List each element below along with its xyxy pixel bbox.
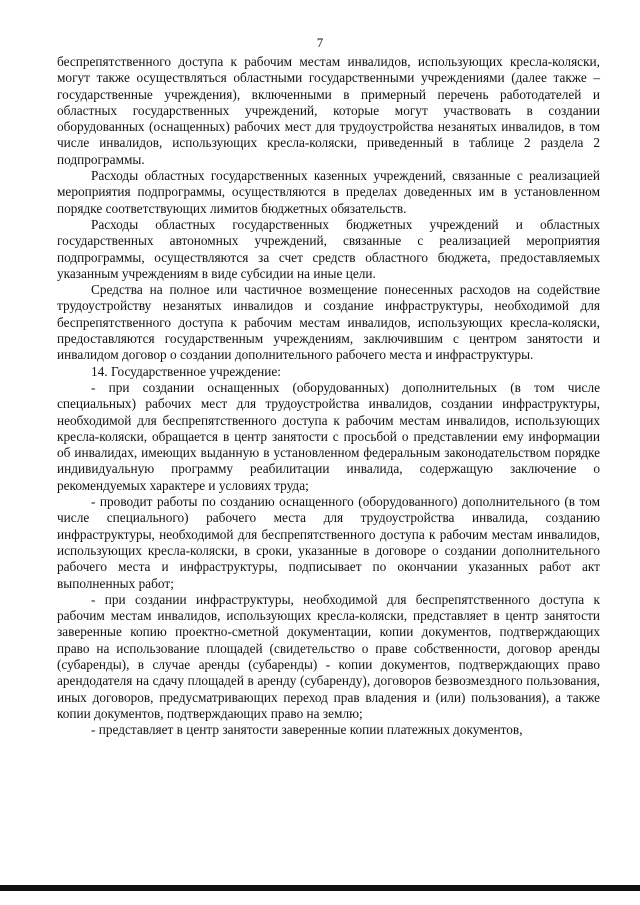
list-item-submits-documents: - при создании инфраструктуры, необходимой для беспрепятственного доступа к рабочим местам инвалидов, использующих кресла-коляски, представляет в центр занятости заверенные копию проектно-сметной документации, копии документов, подтверждающих право на использование площадей (свидетельство о праве собственности, договор аренды (субаренды), в случае аренды (субаренды) - копии документов, подтверждающих право арендодателя на сдачу площадей в аренду (субаренду), договоров безвозмездного пользования, иных договоров, предусматривающих переход прав владения и (или) пользования), а также копии документов, подтверждающих право на землю;	[57, 591, 600, 721]
bottom-border-rule	[0, 885, 640, 891]
paragraph-reimbursement-funds: Средства на полное или частичное возмещение понесенных расходов на содействие трудоустройству незанятых инвалидов и создание инфраструктуры, необходимой для беспрепятственного доступа к рабочим местам инвалидов, использующих кресла-коляски, предоставляются государственным учреждениям, заключившим с центром занятости и инвалидом договор о создании дополнительного рабочего места и инфраструктуры.	[57, 282, 600, 363]
section-heading-14: 14. Государственное учреждение:	[91, 363, 281, 379]
list-item-payment-documents: - представляет в центр занятости заверенные копии платежных документов,	[91, 722, 523, 738]
list-item-requests-info: - при создании оснащенных (оборудованных) дополнительных (в том числе специальных) рабочих мест для трудоустройства инвалидов, создании инфраструктуры, необходимой для беспрепятственного доступа к рабочим местам инвалидов, использующих кресла-коляски, обращается в центр занятости с просьбой о представлении ему информации об инвалидах, имеющих выданную в установленном федеральным законодательством порядке индивидуальную программу реабилитации инвалида, содержащую заключение о рекомендуемых характере и условиях труда;	[57, 379, 600, 493]
paragraph-budget-autonomous-expenses: Расходы областных государственных бюджетных учреждений и областных государственных автономных учреждений, связанные с реализацией мероприятия подпрограммы, осуществляются за счет средств областного бюджета, предоставляемых указанным учреждениям в виде субсидии на иные цели.	[57, 216, 600, 281]
paragraph-continuation: беспрепятственного доступа к рабочим местам инвалидов, использующих кресла-коляски, могут также осуществляться областными государственными учреждениями (далее также – государственные учреждения), включенными в примерный перечень работодателей и областных государственных учреждений, которые могут участвовать в создании оборудованных (оснащенных) рабочих мест для трудоустройства незанятых инвалидов, в том числе инвалидов, использующих кресла-коляски, приведенный в таблице 2 раздела 2 подпрограммы.	[57, 54, 600, 167]
page-number: 7	[316, 35, 324, 50]
document-body	[57, 54, 600, 738]
paragraph-kazennye-expenses: Расходы областных государственных казенных учреждений, связанные с реализацией мероприятия подпрограммы, осуществляются в пределах доведенных им в установленном порядке соответствующих лимитов бюджетных обязательств.	[57, 168, 600, 216]
list-item-performs-works: - проводит работы по созданию оснащенного (оборудованного) дополнительного (в том числе специального) рабочего места для трудоустройства инвалида, созданию инфраструктуры, необходимой для беспрепятственного доступа к рабочим местам инвалидов, использующих кресла-коляски, в сроки, указанные в договоре о создании дополнительного рабочего места и инфраструктуры, подписывает по окончании указанных работ акт выполненных работ;	[57, 494, 600, 591]
